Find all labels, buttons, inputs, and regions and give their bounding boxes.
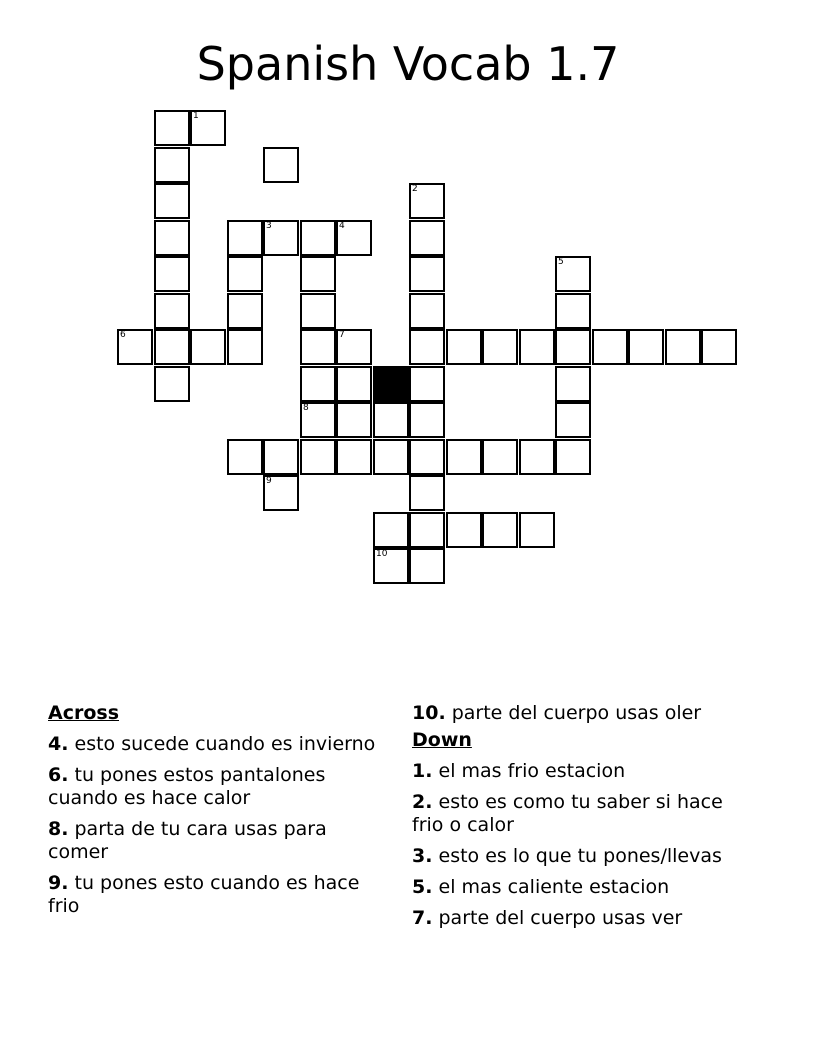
grid-cell[interactable]: [555, 329, 591, 365]
grid-cell[interactable]: [701, 329, 737, 365]
clue-number: 10.: [412, 702, 446, 724]
grid-cell[interactable]: [154, 366, 190, 402]
grid-cell[interactable]: [409, 439, 445, 475]
clue-number-label: 1: [193, 111, 199, 121]
grid-cell[interactable]: [227, 439, 263, 475]
clue-number-label: 4: [339, 221, 345, 231]
clue-text: parte del cuerpo usas oler: [451, 702, 702, 724]
grid-cell[interactable]: [300, 402, 336, 438]
down-clue: [412, 876, 757, 899]
across-heading: Across: [48, 702, 120, 724]
down-clue: [412, 907, 757, 930]
grid-cell[interactable]: [227, 329, 263, 365]
black-cell: [373, 366, 409, 402]
grid-cell[interactable]: [555, 293, 591, 329]
clue-number: 9.: [48, 872, 69, 894]
clue-text: el mas frio estacion: [438, 760, 626, 782]
grid-cell[interactable]: [409, 329, 445, 365]
grid-cell[interactable]: [336, 439, 372, 475]
grid-cell[interactable]: [263, 439, 299, 475]
clue-text: tu pones esto cuando es hace frio: [48, 872, 360, 917]
clue-text: esto sucede cuando es invierno: [74, 733, 376, 755]
grid-cell[interactable]: [482, 329, 518, 365]
grid-cell[interactable]: [409, 183, 445, 219]
grid-cell[interactable]: [665, 329, 701, 365]
grid-cell[interactable]: [555, 439, 591, 475]
grid-cell[interactable]: [336, 366, 372, 402]
clue-text: tu pones estos pantalones cuando es hace calor: [48, 764, 326, 809]
grid-cell[interactable]: [373, 439, 409, 475]
grid-cell[interactable]: [263, 147, 299, 183]
grid-cell[interactable]: [227, 256, 263, 292]
grid-cell[interactable]: [555, 402, 591, 438]
clue-number-label: 9: [266, 476, 272, 486]
clue-text: parta de tu cara usas para comer: [48, 818, 327, 863]
clue-number-label: 2: [412, 184, 418, 194]
grid-cell[interactable]: [300, 293, 336, 329]
grid-cell[interactable]: [482, 512, 518, 548]
grid-cell[interactable]: [336, 402, 372, 438]
grid-cell[interactable]: [592, 329, 628, 365]
grid-cell[interactable]: [409, 366, 445, 402]
grid-cell[interactable]: [300, 329, 336, 365]
grid-cell[interactable]: [154, 147, 190, 183]
grid-cell[interactable]: [409, 402, 445, 438]
clue-number: 3.: [412, 845, 433, 867]
grid-cell[interactable]: [263, 475, 299, 511]
grid-cell[interactable]: [373, 548, 409, 584]
clue-number: 2.: [412, 791, 433, 813]
grid-cell[interactable]: [227, 220, 263, 256]
clue-number-label: 3: [266, 221, 272, 231]
grid-cell[interactable]: [154, 293, 190, 329]
grid-cell[interactable]: [154, 256, 190, 292]
grid-cell[interactable]: [409, 512, 445, 548]
clue-number: 8.: [48, 818, 69, 840]
clue-number: 7.: [412, 907, 433, 929]
clue-text: esto es lo que tu pones/llevas: [438, 845, 722, 867]
grid-cell[interactable]: [336, 329, 372, 365]
page-title: Spanish Vocab 1.7: [196, 37, 620, 91]
grid-cell[interactable]: [300, 220, 336, 256]
grid-cell[interactable]: [482, 439, 518, 475]
across-clue: [412, 702, 757, 725]
across-clue: [48, 818, 378, 864]
clue-number: 4.: [48, 733, 69, 755]
grid-cell[interactable]: [190, 110, 226, 146]
grid-cell[interactable]: [154, 220, 190, 256]
grid-cell[interactable]: [227, 293, 263, 329]
grid-cell[interactable]: [555, 256, 591, 292]
grid-cell[interactable]: [190, 329, 226, 365]
grid-cell[interactable]: [409, 548, 445, 584]
grid-cell[interactable]: [409, 293, 445, 329]
across-clue: [48, 764, 378, 810]
clues-column-left: [48, 702, 378, 918]
grid-cell[interactable]: [519, 512, 555, 548]
grid-cell[interactable]: [263, 220, 299, 256]
clue-number: 6.: [48, 764, 69, 786]
across-clue: [48, 872, 378, 918]
grid-cell[interactable]: [519, 329, 555, 365]
down-clue: [412, 845, 757, 868]
across-clue: [48, 733, 378, 756]
clue-number-label: 7: [339, 330, 345, 340]
clue-text: el mas caliente estacion: [438, 876, 670, 898]
grid-cell[interactable]: [628, 329, 664, 365]
grid-cell[interactable]: [373, 512, 409, 548]
clue-number-label: 5: [558, 257, 564, 267]
down-clue: [412, 760, 757, 783]
grid-cell[interactable]: [154, 110, 190, 146]
grid-cell[interactable]: [446, 512, 482, 548]
grid-cell[interactable]: [409, 256, 445, 292]
clue-text: esto es como tu saber si hace frio o calor: [412, 791, 723, 836]
grid-cell[interactable]: [154, 183, 190, 219]
grid-cell[interactable]: [117, 329, 153, 365]
clue-number-label: 8: [303, 403, 309, 413]
grid-cell[interactable]: [300, 439, 336, 475]
grid-cell[interactable]: [555, 366, 591, 402]
clue-text: parte del cuerpo usas ver: [438, 907, 683, 929]
grid-cell[interactable]: [154, 329, 190, 365]
grid-cell[interactable]: [409, 220, 445, 256]
down-heading: Down: [412, 729, 472, 751]
clue-number: 5.: [412, 876, 433, 898]
clue-number: 1.: [412, 760, 433, 782]
clue-number-label: 10: [376, 549, 388, 559]
clues-column-right: [412, 702, 757, 930]
clue-number-label: 6: [120, 330, 126, 340]
grid-cell[interactable]: [300, 256, 336, 292]
grid-cell[interactable]: [300, 366, 336, 402]
grid-cell[interactable]: [409, 475, 445, 511]
grid-cell[interactable]: [446, 329, 482, 365]
grid-cell[interactable]: [336, 220, 372, 256]
down-clue: [412, 791, 757, 837]
grid-cell[interactable]: [373, 402, 409, 438]
grid-cell[interactable]: [446, 439, 482, 475]
grid-cell[interactable]: [519, 439, 555, 475]
